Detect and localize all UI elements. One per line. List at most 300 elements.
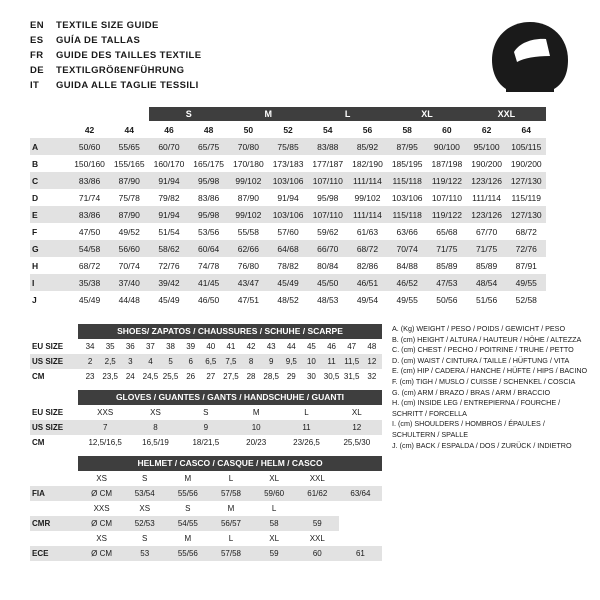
table-cell: 23/26,5: [293, 438, 320, 447]
table-row: [30, 274, 586, 291]
table-cell: 3: [120, 354, 140, 369]
table-cell: L: [304, 408, 309, 417]
table-cell: 40: [206, 342, 216, 351]
table-cell: 83/88: [308, 138, 348, 155]
helmet-standard-label: ECE: [30, 546, 80, 561]
size-number: 54: [323, 124, 333, 135]
table-cell: 150/160: [74, 158, 105, 169]
table-cell: 11: [281, 420, 331, 435]
table-cell: 65/68: [436, 226, 458, 237]
table-cell: 60/70: [149, 138, 189, 155]
table-cell: 72/76: [506, 240, 546, 257]
table-cell: 111/114: [472, 192, 501, 203]
table-row: [30, 354, 382, 369]
table-cell: 45/49: [268, 274, 308, 291]
row-label: E: [30, 206, 70, 223]
helmet-size: L: [271, 504, 277, 513]
table-cell: 55/58: [237, 226, 259, 237]
table-row: [30, 291, 586, 308]
table-row: [30, 189, 586, 206]
table-cell: 51/56: [475, 294, 498, 305]
size-number: 56: [362, 124, 373, 135]
table-cell: 119/122: [427, 172, 467, 189]
table-row: [30, 138, 586, 155]
table-cell: XL: [351, 408, 362, 417]
table-cell: 70/74: [118, 260, 140, 271]
helmet-unit-label: Ø CM: [80, 486, 123, 501]
legend-line: D. (cm) WAIST / CINTURA / TAILLE / HÜFTUNG / VITA: [392, 355, 570, 365]
table-cell: 87/91: [515, 260, 537, 271]
helmet-size: L: [228, 474, 234, 483]
row-label: H: [32, 260, 39, 271]
row-label: US SIZE: [30, 354, 80, 369]
table-cell: 54/58: [70, 240, 110, 257]
table-cell: 54/55: [166, 516, 209, 531]
table-cell: 7: [80, 420, 130, 435]
table-cell: 87/90: [109, 206, 149, 223]
table-cell: 99/102: [229, 172, 269, 189]
table-cell: 2: [80, 354, 100, 369]
table-cell: 105/115: [506, 138, 546, 155]
table-cell: 165/175: [193, 158, 225, 169]
table-cell: 45/50: [308, 274, 348, 291]
table-cell: 76/80: [237, 260, 259, 271]
table-cell: 46/52: [387, 274, 427, 291]
helmet-size: XS: [139, 504, 151, 513]
size-group-none: [546, 107, 586, 121]
table-cell: M: [252, 408, 260, 417]
table-cell: 26: [186, 372, 196, 381]
table-cell: 37/40: [109, 274, 149, 291]
table-cell: 66/70: [308, 240, 348, 257]
row-label: J: [32, 294, 37, 305]
helmet-header: HELMET / CASCO / CASQUE / HELM / CASCO: [78, 456, 382, 471]
table-cell: 185/195: [391, 158, 423, 169]
size-group-L: L: [308, 107, 387, 121]
table-cell: 24: [125, 372, 135, 381]
table-cell: 44: [286, 342, 296, 351]
title-lang: IT: [30, 80, 40, 91]
table-cell: 4: [140, 354, 160, 369]
size-number: 48: [203, 124, 214, 135]
helmet-table: [30, 471, 382, 561]
table-row: [30, 257, 586, 274]
table-cell: 12: [332, 420, 382, 435]
table-cell: 67/70: [475, 226, 498, 237]
table-cell: 155/165: [113, 158, 145, 169]
table-cell: 8: [130, 420, 180, 435]
table-cell: 190/200: [510, 158, 542, 169]
table-row: [30, 405, 382, 420]
title-text: TEXTILGRÖßENFÜHRUNG: [56, 65, 185, 76]
table-cell: 75/85: [268, 138, 308, 155]
lower-section: [30, 324, 586, 561]
table-cell: 99/102: [354, 192, 381, 203]
row-label: G: [30, 240, 70, 257]
table-cell: 59: [296, 516, 339, 531]
table-cell: 8: [241, 354, 261, 369]
row-label: EU SIZE: [32, 408, 64, 417]
helmet-size: XS: [96, 474, 107, 483]
table-cell: 71/74: [78, 192, 101, 203]
title-text: GUIDE DES TAILLES TEXTILE: [56, 50, 202, 61]
table-cell: 18/21,5: [192, 438, 220, 447]
table-cell: 30: [306, 372, 316, 381]
table-cell: 56/60: [109, 240, 149, 257]
row-label: B: [32, 158, 39, 169]
legend-line: H. (cm) INSIDE LEG / ENTREPIERNA / FOURCHE /: [392, 398, 561, 408]
table-cell: 51/54: [158, 226, 180, 237]
legend-line: I. (cm) SHOULDERS / HOMBROS / ÉPAULES /: [392, 419, 545, 429]
table-cell: 60: [296, 546, 339, 561]
size-number: 46: [164, 124, 174, 135]
table-cell: 12,5/16,5: [88, 438, 122, 447]
table-cell: 85/89: [436, 260, 458, 271]
table-cell: 83/86: [198, 192, 220, 203]
table-cell: 9,5: [281, 354, 301, 369]
table-cell: XXS: [97, 408, 114, 417]
row-label: A: [30, 138, 70, 155]
table-cell: 85/89: [475, 260, 498, 271]
gloves-table: [30, 405, 382, 450]
table-cell: 28: [246, 372, 256, 381]
title-text: GUIDA ALLE TAGLIE TESSILI: [56, 80, 199, 91]
table-cell: 115/118: [387, 206, 427, 223]
table-cell: 61/63: [356, 226, 379, 237]
helmet-size: M: [184, 534, 192, 543]
table-cell: 111/114: [348, 206, 388, 223]
table-row: [30, 546, 382, 561]
gloves-header: GLOVES / GUANTES / GANTS / HANDSCHUHE / GUANTI: [78, 390, 382, 405]
table-cell: 49/52: [118, 226, 140, 237]
table-row: [30, 516, 382, 531]
table-cell: 63/64: [339, 486, 382, 501]
helmet-size: S: [142, 474, 148, 483]
row-label: C: [30, 172, 70, 189]
table-cell: 177/187: [312, 158, 344, 169]
table-cell: 103/106: [268, 206, 308, 223]
table-cell: 41: [226, 342, 236, 351]
table-cell: 91/94: [149, 206, 189, 223]
helmet-icon: [484, 18, 576, 96]
title-text: TEXTILE SIZE GUIDE: [56, 20, 159, 31]
size-group-bar: [30, 107, 586, 121]
table-cell: 58: [253, 516, 296, 531]
table-cell: 79/82: [158, 192, 180, 203]
table-cell: 84/88: [396, 260, 418, 271]
table-cell: 16,5/19: [142, 438, 169, 447]
table-cell: 2,5: [100, 354, 120, 369]
table-cell: 87/90: [237, 192, 259, 203]
group-spacer: [30, 107, 70, 121]
legend-line: SCHRITT / FORCELLA: [392, 408, 467, 418]
table-cell: 80/84: [317, 260, 339, 271]
table-cell: 123/126: [467, 172, 507, 189]
table-cell: 90/100: [427, 138, 467, 155]
title-lang: FR: [30, 50, 44, 61]
table-cell: S: [203, 408, 209, 417]
table-cell: 62/66: [229, 240, 269, 257]
table-cell: 160/170: [153, 158, 185, 169]
table-cell: 190/200: [471, 158, 502, 169]
table-cell: 68/72: [348, 240, 388, 257]
table-cell: 5: [161, 354, 181, 369]
sub-tables: [30, 324, 382, 561]
table-cell: 78/82: [277, 260, 299, 271]
helmet-unit-label: Ø CM: [80, 516, 123, 531]
table-cell: 75/78: [118, 192, 140, 203]
table-cell: 52/53: [123, 516, 166, 531]
table-cell: 91/94: [277, 192, 299, 203]
table-cell: 48: [367, 342, 377, 351]
table-cell: 49/55: [396, 294, 418, 305]
table-row: [30, 369, 382, 384]
helmet-size: S: [185, 504, 191, 513]
row-label: [30, 471, 80, 486]
row-label: D: [32, 192, 39, 203]
table-cell: 47: [347, 342, 357, 351]
table-cell: 24,5: [142, 372, 159, 381]
table-cell: 53/56: [198, 226, 220, 237]
table-cell: 50/60: [70, 138, 110, 155]
table-cell: 59/62: [317, 226, 339, 237]
helmet-size: L: [228, 534, 234, 543]
table-cell: 103/106: [391, 192, 423, 203]
table-cell: 39/42: [149, 274, 189, 291]
legend-line: J. (cm) BACK / ESPALDA / DOS / ZURÜCK / INDIETRO: [392, 440, 572, 450]
size-number: 60: [442, 124, 452, 135]
table-cell: 39: [186, 342, 196, 351]
helmet-size: XXS: [93, 504, 110, 513]
helmet-size: XXL: [309, 474, 325, 483]
table-cell: 48/53: [317, 294, 339, 305]
table-cell: 170/180: [233, 158, 264, 169]
table-cell: 50/56: [436, 294, 458, 305]
row-label: [30, 501, 80, 516]
table-cell: 57/58: [209, 546, 252, 561]
table-cell: 111/114: [348, 172, 388, 189]
row-label: EU SIZE: [32, 342, 64, 351]
table-cell: 41/45: [189, 274, 229, 291]
shoes-table: [30, 339, 382, 384]
helmet-unit-label: Ø CM: [80, 546, 123, 561]
table-cell: 61/62: [296, 486, 339, 501]
helmet-size: M: [227, 504, 235, 513]
table-cell: 87/90: [109, 172, 149, 189]
size-number: 52: [283, 124, 293, 135]
helmet-standard-label: FIA: [30, 486, 80, 501]
legend-line: F. (cm) TIGH / MUSLO / CUISSE / SCHENKEL / COSCIA: [392, 376, 576, 386]
table-cell: 52/58: [515, 294, 537, 305]
table-cell: 35/38: [70, 274, 110, 291]
table-row: [30, 339, 382, 354]
main-size-table: [30, 107, 586, 308]
table-cell: 30,5: [323, 372, 340, 381]
size-number: 64: [521, 124, 532, 135]
size-group-S: S: [149, 107, 228, 121]
table-cell: 48/54: [467, 274, 507, 291]
table-cell: 28,5: [263, 372, 279, 381]
table-cell: 20/23: [246, 438, 267, 447]
table-cell: 45: [306, 342, 316, 351]
table-cell: 47/53: [427, 274, 467, 291]
helmet-standard-label: CMR: [30, 516, 80, 531]
row-label: US SIZE: [30, 420, 80, 435]
table-cell: 36: [125, 342, 135, 351]
table-cell: 11,5: [342, 354, 362, 369]
table-cell: 34: [85, 342, 95, 351]
table-cell: 57/58: [209, 486, 252, 501]
table-cell: 23: [85, 372, 95, 381]
table-cell: 59/60: [253, 486, 296, 501]
size-number: 42: [84, 124, 95, 135]
row-label: F: [32, 226, 38, 237]
table-cell: 107/110: [308, 206, 348, 223]
table-cell: 48/52: [277, 294, 299, 305]
table-cell: 27: [206, 372, 216, 381]
table-cell: 9: [181, 420, 231, 435]
table-cell: 58/62: [149, 240, 189, 257]
table-cell: 10: [231, 420, 281, 435]
table-cell: 44/48: [118, 294, 140, 305]
table-cell: 35: [105, 342, 115, 351]
helmet-size: M: [184, 474, 192, 483]
table-cell: 91/94: [149, 172, 189, 189]
table-cell: 45/49: [78, 294, 101, 305]
table-cell: 123/126: [467, 206, 507, 223]
table-cell: 12: [362, 354, 382, 369]
table-cell: 6: [181, 354, 201, 369]
size-group-M: M: [229, 107, 308, 121]
row-label: CM: [32, 438, 45, 447]
table-cell: 43/47: [229, 274, 269, 291]
row-label: CM: [32, 372, 45, 381]
helmet-size: XXL: [309, 534, 325, 543]
title-lang: ES: [30, 35, 44, 46]
table-cell: 64/68: [268, 240, 308, 257]
size-number: 62: [481, 124, 492, 135]
table-cell: 42: [246, 342, 256, 351]
table-cell: 46/51: [348, 274, 388, 291]
table-cell: 47/51: [237, 294, 259, 305]
table-row: [30, 223, 586, 240]
table-cell: 47/50: [78, 226, 101, 237]
table-cell: 11: [322, 354, 342, 369]
table-cell: 25,5: [162, 372, 179, 381]
table-cell: 31,5: [343, 372, 360, 381]
table-cell: 127/130: [506, 206, 546, 223]
table-row: [30, 206, 586, 223]
table-cell: 72/76: [158, 260, 180, 271]
table-cell: 107/110: [308, 172, 348, 189]
table-cell: 55/56: [166, 486, 209, 501]
table-cell: 65/75: [189, 138, 229, 155]
table-cell: 85/92: [348, 138, 388, 155]
table-cell: XS: [150, 408, 161, 417]
table-cell: 71/75: [427, 240, 467, 257]
table-cell: 95/98: [189, 172, 229, 189]
legend-line: G. (cm) ARM / BRAZO / BRAS / ARM / BRACCIO: [392, 387, 551, 397]
helmet-size: S: [142, 534, 148, 543]
table-cell: 55/56: [166, 546, 209, 561]
table-cell: 61: [339, 546, 382, 561]
table-cell: 10: [301, 354, 321, 369]
size-group-XXL: XXL: [467, 107, 546, 121]
table-cell: 173/183: [272, 158, 304, 169]
title-text: GUÍA DE TALLAS: [56, 35, 141, 46]
shoes-header: SHOES/ ZAPATOS / CHAUSSURES / SCHUHE / SCARPE: [78, 324, 382, 339]
table-cell: 82/86: [356, 260, 379, 271]
table-cell: 103/106: [268, 172, 308, 189]
legend-line: E. (cm) HIP / CADERA / HANCHE / HÜFTE / HIPS / BACINO: [392, 366, 588, 376]
table-cell: 74/78: [198, 260, 220, 271]
table-cell: 56/57: [209, 516, 252, 531]
legend-line: A. (Kg) WEIGHT / PESO / POIDS / GEWICHT / PESO: [392, 324, 566, 333]
legend-line: C. (cm) CHEST / PECHO / POITRINE / TRUHE / PETTO: [392, 345, 574, 355]
row-label: I: [30, 274, 70, 291]
helmet-size: XL: [269, 474, 280, 483]
title-lang: EN: [30, 20, 44, 31]
table-cell: 53: [123, 546, 166, 561]
table-cell: 63/66: [396, 226, 418, 237]
table-cell: 7,5: [221, 354, 241, 369]
table-cell: 55/65: [109, 138, 149, 155]
table-cell: 45/49: [158, 294, 180, 305]
table-cell: 59: [253, 546, 296, 561]
title-lang: DE: [30, 65, 44, 76]
legend-line: B. (cm) HEIGHT / ALTURA / HAUTEUR / HÖHE / ALTEZZA: [392, 334, 582, 344]
size-number: 50: [243, 124, 254, 135]
table-cell: 49/54: [356, 294, 379, 305]
table-cell: 71/75: [467, 240, 507, 257]
helmet-size: XL: [269, 534, 280, 543]
table-cell: 115/118: [387, 172, 427, 189]
table-cell: 83/86: [70, 206, 110, 223]
table-cell: 49/55: [506, 274, 546, 291]
table-cell: 53/54: [123, 486, 166, 501]
table-cell: 68/72: [78, 260, 101, 271]
row-label: [30, 531, 80, 546]
table-cell: 95/98: [189, 206, 229, 223]
size-group-none: [70, 107, 149, 121]
table-cell: 119/122: [427, 206, 467, 223]
table-cell: 70/80: [229, 138, 269, 155]
legend: [392, 324, 587, 561]
table-cell: 57/60: [277, 226, 299, 237]
table-cell: 6,5: [201, 354, 221, 369]
table-row: [30, 420, 382, 435]
size-number: 58: [402, 124, 412, 135]
table-cell: 83/86: [70, 172, 110, 189]
table-row: [30, 155, 586, 172]
table-cell: 182/190: [352, 158, 383, 169]
table-cell: 23,5: [102, 372, 118, 381]
table-cell: 107/110: [431, 192, 462, 203]
table-cell: 43: [266, 342, 276, 351]
table-row: [30, 172, 586, 189]
table-cell: 29: [286, 372, 296, 381]
table-cell: 25,5/30: [343, 438, 371, 447]
table-cell: 46/50: [198, 294, 220, 305]
table-cell: 87/95: [387, 138, 427, 155]
row-label: [30, 121, 70, 138]
helmet-size-row: [30, 471, 382, 486]
table-row: [30, 240, 586, 257]
table-cell: 9: [261, 354, 281, 369]
size-group-XL: XL: [387, 107, 466, 121]
table-cell: 187/198: [431, 158, 463, 169]
size-number: 44: [124, 124, 134, 135]
